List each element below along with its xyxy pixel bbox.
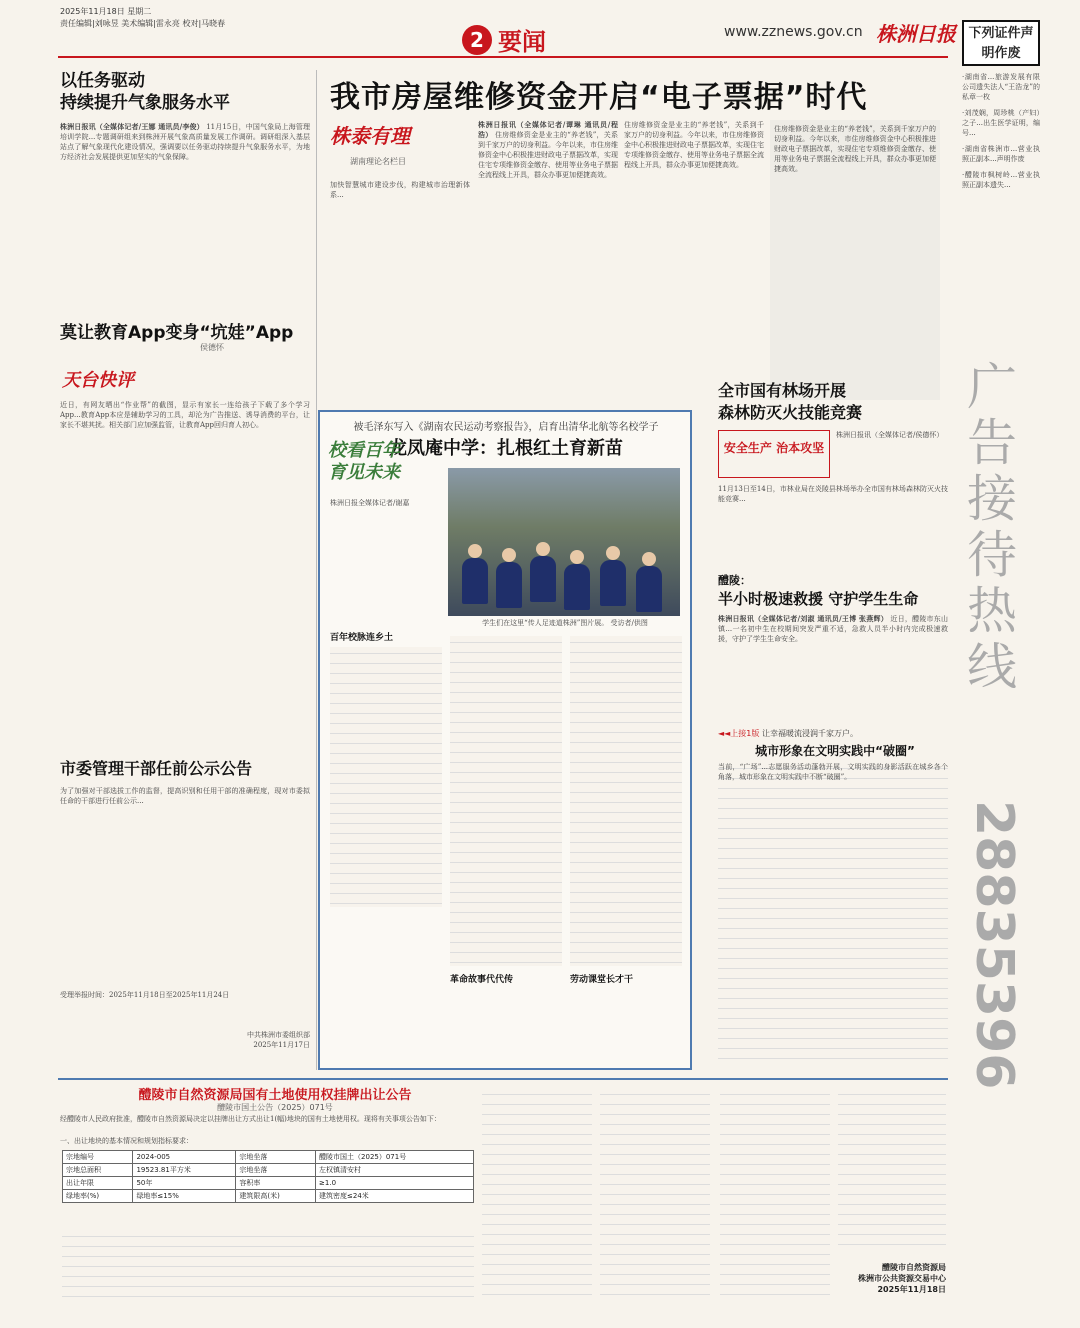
headline-body-col2: 住房维修资金是业主的“养老钱”，关系到千家万户的切身利益。今年以来，市住房维修资金中心积极推进财政电子票据改革，实现住宅专项维修资金缴存、使用等业务电子票据全流程线上开具，群众办事更加便捷高效。 — [624, 121, 764, 169]
headline-body-col1 — [478, 120, 618, 400]
land-notice-col5 — [838, 1088, 946, 1248]
forest-byline: 株洲日报讯（全媒体记者/侯德怀） — [836, 431, 944, 439]
table-row — [63, 1164, 474, 1177]
notice-item: ·湖南省...旅游发展有限公司遗失法人“王浩龙”的私章一枚 — [962, 73, 1040, 101]
feature-byline: 株洲日报全媒体记者/谢嘉 — [330, 499, 410, 507]
table-cell: 左权镇清安村 — [316, 1164, 474, 1177]
feature-col3 — [570, 636, 682, 1056]
rescue-kicker: 醴陵： — [718, 574, 751, 587]
culture-kicker — [718, 728, 948, 739]
table-cell: ≥1.0 — [316, 1177, 474, 1190]
table-row — [63, 1190, 474, 1203]
feature-col2 — [450, 636, 562, 1056]
cadre-body: 为了加强对干部选拔工作的监督，提高识别和任用干部的准确程度，现对市委拟任命的干部进行任前公示... — [60, 787, 310, 805]
table-cell: 出让年限 — [63, 1177, 133, 1190]
table-cell: 容积率 — [236, 1177, 316, 1190]
table-cell: 宗地总面积 — [63, 1164, 133, 1177]
weather-text: 11月15日，中国气象局上海管理培训学院...专题调研组来到株洲开展气象高质量发展工作调研。调研组深入基层站点了解气象现代化建设情况，强调要以任务驱动持续提升气象服务水平，为地方经济社会发展提供更加坚实的气象保障。 — [60, 123, 310, 161]
feature-col1 — [330, 520, 442, 1060]
table-cell: 建筑限高(米) — [236, 1190, 316, 1203]
feature-banner: 校看百年 育见未来 — [328, 440, 400, 483]
land-notice-title: 醴陵市自然资源局国有土地使用权挂牌出让公告 — [138, 1088, 412, 1103]
rescue-byline: 株洲日报讯（全媒体记者/刘淑 通讯员/王博 张燕辉） — [718, 614, 888, 623]
culture-title: 城市形象在文明实践中“破圈” — [755, 744, 915, 758]
land-notice-col3 — [600, 1088, 710, 1298]
editors-line: 责任编辑|刘咏昱 美术编辑|雷永亮 校对|马晓春 — [60, 19, 226, 28]
culture-kicker-link[interactable]: ◄◄上接1版 — [718, 729, 760, 738]
headline-sidebar-comment: 住房维修资金是业主的“养老钱”，关系到千家万户的切身利益。今年以来，市住房维修资金中心积极推进财政电子票据改革，实现住宅专项维修资金缴存、使用等业务电子票据全流程线上开具，群众办事更加便捷高效。 — [770, 120, 940, 400]
land-notice-col4 — [720, 1088, 830, 1298]
feature-subhead: 劳动课堂长才干 — [570, 975, 634, 985]
table-cell: 绿地率(%) — [63, 1190, 133, 1203]
feature-title: 龙凤庵中学：扎根红土育新苗 — [389, 438, 623, 459]
land-notice-subtitle: 醴陵市国土公告（2025）071号 — [217, 1103, 333, 1112]
rescue-title: 半小时极速救援 守护学生生命 — [718, 590, 919, 608]
comment-body: 加快智慧城市建设步伐，构建城市治理新体系... — [330, 181, 470, 199]
land-notice-signer: 醴陵市自然资源局 株洲市公共资源交易中心 2025年11月18日 — [858, 1263, 946, 1294]
feature-kicker: 被毛泽东写入《湖南农民运动考察报告》，启育出清华北航等名校学子 — [353, 422, 659, 433]
section-number: 2 — [462, 25, 492, 55]
table-cell: 2024-005 — [133, 1151, 236, 1164]
weather-byline: 株洲日报讯（全媒体记者/王娜 通讯员/李俊） — [60, 122, 204, 131]
table-row — [63, 1151, 474, 1164]
forest-body: 11月13日至14日，市林业局在炎陵县林场举办全市国有林场森林防灭火技能竞赛... — [718, 485, 948, 503]
feature-text — [330, 647, 442, 907]
culture-body: 当前，“广场”...志愿服务活动蓬勃开展，文明实践的身影活跃在城乡各个角落，城市形象在文明实践中不断“破圈”。 — [718, 762, 948, 1068]
table-cell: 建筑密度≤24米 — [316, 1190, 474, 1203]
notice-title: 下列证件声明作废 — [962, 20, 1040, 66]
table-cell: 19523.81平方米 — [133, 1164, 236, 1177]
land-notice-section1: 一、出让地块的基本情况和规划指标要求： — [60, 1137, 193, 1145]
weather-title: 以任务驱动 持续提升气象服务水平 — [60, 71, 230, 113]
rescue-text: 近日，醴陵市东山镇...一名初中生在校期间突发严重不适，急救人员半小时内完成极速救援，守护了学生生命安全。 — [718, 615, 948, 643]
rescue-body — [718, 614, 948, 724]
land-table — [62, 1150, 474, 1203]
header-meta — [60, 6, 225, 30]
headline-title: 我市房屋维修资金开启“电子票据”时代 — [330, 80, 868, 115]
cadre-title: 市委管理干部任前公示公告 — [60, 759, 253, 778]
comment-column-logo: 株泰有理 — [330, 124, 410, 148]
cadre-contact: 受理举报时间：2025年11月18日至2025年11月24日 — [60, 991, 230, 999]
forest-logo: 安全生产 治本攻坚 — [718, 430, 830, 478]
feature-caption: 学生们在这里“传人足迹道株洲”图片展。 受访者/供图 — [482, 619, 648, 627]
column-divider — [316, 70, 317, 1070]
culture-kicker-text: 让幸福暖流浸润千家万户。 — [761, 729, 858, 738]
section-name: 要闻 — [498, 28, 546, 56]
table-cell: 宗地坐落 — [236, 1164, 316, 1177]
land-notice-intro: 经醴陵市人民政府批准，醴陵市自然资源局决定以挂牌出让方式出让1(幅)地块的国有土地使用权。现将有关事项公告如下： — [60, 1115, 441, 1123]
table-row — [63, 1177, 474, 1190]
paper-logo: 株洲日报 — [876, 22, 956, 46]
date-line: 2025年11月18日 星期二 — [60, 7, 152, 16]
land-notice-col2 — [482, 1088, 592, 1298]
cadre-signature: 中共株洲市委组织部 2025年11月17日 — [247, 1031, 310, 1049]
comment-column-sub: 湖南理论名栏目 — [350, 157, 406, 166]
headline-body: 住房维修资金是业主的“养老钱”，关系到千家万户的切身利益。今年以来，市住房维修资金中心积极推进财政电子票据改革，实现住宅专项维修资金缴存、使用等业务电子票据全流程线上开具，群众办事更加便捷高效。 — [478, 131, 618, 179]
ad-phone: 28835396 — [964, 800, 1024, 1090]
weather-body — [60, 122, 310, 302]
table-cell: 宗地编号 — [63, 1151, 133, 1164]
app-body: 近日，有网友晒出“作业帮”的截图，显示有家长一连给孩子下载了多个学习App...教育App本应是辅助学习的工具，却沦为广告推送、诱导消费的平台，让家长不堪其扰。相关部门应加强监管，让教育App回归育人初心。 — [60, 401, 310, 429]
headline-byline: 株洲日报讯（全媒体记者/谭琳 通讯员/程浩） — [478, 120, 618, 139]
app-title: 莫让教育App变身“坑娃”App — [60, 323, 294, 343]
feature-text — [570, 636, 682, 966]
feature-text — [450, 636, 562, 966]
app-column-logo: 天台快评 — [62, 370, 134, 391]
feature-photo — [448, 468, 680, 616]
table-cell: 绿地率≤15% — [133, 1190, 236, 1203]
app-author: 侯德怀 — [200, 343, 224, 352]
land-notice-body — [62, 1230, 474, 1300]
ad-text: 广告接待热线 — [959, 360, 1017, 696]
notice-list — [962, 72, 1040, 292]
feature-subhead: 百年校脉连乡土 — [330, 633, 394, 643]
notice-item: ·刘茂娴，周珍桃（产妇）之子...出生医学证明，编号... — [962, 109, 1040, 137]
site-url[interactable]: www.zznews.gov.cn — [724, 24, 863, 40]
header-rule — [58, 56, 948, 58]
notice-item: ·湖南省株洲市...营业执照正副本...声明作废 — [962, 145, 1040, 163]
notice-item: ·醴陵市枫树岭...营业执照正副本遗失... — [962, 171, 1040, 189]
table-cell: 宗地坐落 — [236, 1151, 316, 1164]
table-cell: 50年 — [133, 1177, 236, 1190]
forest-title: 全市国有林场开展 森林防灭火技能竞赛 — [718, 381, 863, 422]
section-badge — [462, 22, 546, 57]
table-cell: 醴陵市国土（2025）071号 — [316, 1151, 474, 1164]
feature-subhead: 革命故事代代传 — [450, 975, 514, 985]
